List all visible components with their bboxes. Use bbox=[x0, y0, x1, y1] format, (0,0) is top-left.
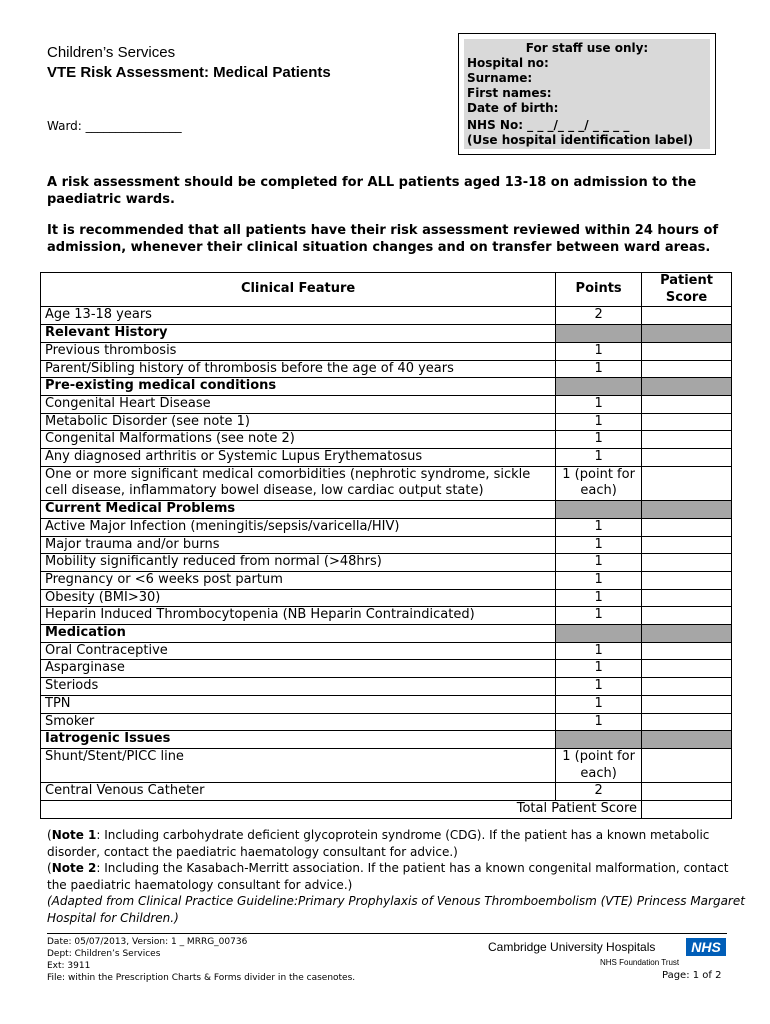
table-row bbox=[41, 536, 732, 554]
feature-cell: Central Venous Catheter bbox=[41, 783, 556, 801]
table-row bbox=[41, 748, 732, 782]
note-2-label: Note 2 bbox=[51, 861, 97, 875]
points-cell: 1 bbox=[556, 713, 642, 731]
table-row bbox=[41, 607, 732, 625]
points-cell bbox=[556, 731, 642, 749]
points-cell: 1 bbox=[556, 571, 642, 589]
feature-cell: Relevant History bbox=[41, 325, 556, 343]
patient-score-cell[interactable] bbox=[642, 748, 732, 782]
table-row bbox=[41, 307, 732, 325]
points-cell: 1 bbox=[556, 695, 642, 713]
patient-score-cell[interactable] bbox=[642, 783, 732, 801]
feature-cell: Iatrogenic Issues bbox=[41, 731, 556, 749]
section-row bbox=[41, 325, 732, 343]
feature-cell: Congenital Heart Disease bbox=[41, 395, 556, 413]
points-cell: 1 (point for each) bbox=[556, 748, 642, 782]
feature-cell: Previous thrombosis bbox=[41, 342, 556, 360]
risk-table bbox=[40, 272, 732, 819]
intro-paragraph-1: A risk assessment should be completed for ALL patients aged 13-18 on admission to the paediatric wards. bbox=[47, 175, 697, 207]
feature-cell: One or more significant medical comorbidities (nephrotic syndrome, sickle cell disease, inflammatory bowel disease, low cardiac output state) bbox=[41, 466, 556, 500]
feature-cell: Steriods bbox=[41, 678, 556, 696]
table-row bbox=[41, 783, 732, 801]
points-cell: 1 bbox=[556, 660, 642, 678]
trust-name: NHS Foundation Trust bbox=[600, 958, 680, 967]
footer-divider bbox=[47, 933, 727, 934]
table-row bbox=[41, 695, 732, 713]
patient-score-cell bbox=[642, 625, 732, 643]
total-label: Total Patient Score bbox=[41, 801, 642, 819]
patient-score-cell[interactable] bbox=[642, 554, 732, 572]
table-row bbox=[41, 395, 732, 413]
points-cell: 1 bbox=[556, 413, 642, 431]
table-row bbox=[41, 518, 732, 536]
feature-cell: Metabolic Disorder (see note 1) bbox=[41, 413, 556, 431]
section-row bbox=[41, 501, 732, 519]
feature-cell: Age 13-18 years bbox=[41, 307, 556, 325]
feature-cell: Asparginase bbox=[41, 660, 556, 678]
points-cell: 1 bbox=[556, 431, 642, 449]
patient-score-cell[interactable] bbox=[642, 431, 732, 449]
first-names-field[interactable]: First names: bbox=[467, 86, 552, 100]
feature-cell: TPN bbox=[41, 695, 556, 713]
feature-cell: Major trauma and/or burns bbox=[41, 536, 556, 554]
feature-cell: Any diagnosed arthritis or Systemic Lupus Erythematosus bbox=[41, 449, 556, 467]
feature-cell: Shunt/Stent/PICC line bbox=[41, 748, 556, 782]
points-cell: 1 bbox=[556, 449, 642, 467]
patient-score-cell bbox=[642, 501, 732, 519]
points-cell: 1 bbox=[556, 642, 642, 660]
table-row bbox=[41, 713, 732, 731]
section-row bbox=[41, 625, 732, 643]
feature-cell: Smoker bbox=[41, 713, 556, 731]
total-score-cell[interactable] bbox=[642, 801, 732, 819]
feature-cell: Pregnancy or <6 weeks post partum bbox=[41, 571, 556, 589]
surname-field[interactable]: Surname: bbox=[467, 71, 533, 85]
footer-date: Date: 05/07/2013, Version: 1 _ MRRG_00736 bbox=[47, 937, 248, 947]
feature-cell: Parent/Sibling history of thrombosis before the age of 40 years bbox=[41, 360, 556, 378]
patient-score-cell[interactable] bbox=[642, 642, 732, 660]
table-header-row bbox=[41, 273, 732, 307]
note-2: (Note 2: Including the Kasabach-Merritt association. If the patient has a known congenital malformation, contact the paediatric haematology consultant for advice.) bbox=[47, 861, 729, 892]
points-cell: 1 bbox=[556, 518, 642, 536]
points-cell bbox=[556, 378, 642, 396]
feature-cell: Active Major Infection (meningitis/sepsis/varicella/HIV) bbox=[41, 518, 556, 536]
department-name: Children’s Services bbox=[47, 44, 176, 61]
footer-dept: Dept: Children’s Services bbox=[47, 949, 161, 959]
points-cell: 1 bbox=[556, 360, 642, 378]
section-row bbox=[41, 378, 732, 396]
table-row bbox=[41, 589, 732, 607]
staff-use-box bbox=[458, 33, 716, 155]
patient-score-cell[interactable] bbox=[642, 360, 732, 378]
patient-score-cell bbox=[642, 325, 732, 343]
patient-score-cell[interactable] bbox=[642, 413, 732, 431]
ward-field[interactable]: Ward: ________________ bbox=[47, 119, 182, 133]
patient-score-cell[interactable] bbox=[642, 589, 732, 607]
label-note: (Use hospital identification label) bbox=[467, 133, 694, 147]
patient-score-cell[interactable] bbox=[642, 536, 732, 554]
patient-score-cell[interactable] bbox=[642, 607, 732, 625]
header-patient-score: Patient Score bbox=[642, 273, 732, 307]
table-row bbox=[41, 554, 732, 572]
patient-score-cell[interactable] bbox=[642, 449, 732, 467]
table-row bbox=[41, 466, 732, 500]
header-clinical-feature: Clinical Feature bbox=[41, 273, 556, 307]
feature-cell: Mobility significantly reduced from normal (>48hrs) bbox=[41, 554, 556, 572]
table-row bbox=[41, 660, 732, 678]
form-title: VTE Risk Assessment: Medical Patients bbox=[47, 64, 331, 81]
table-row bbox=[41, 571, 732, 589]
note-1-text: : Including carbohydrate deficient glycoprotein syndrome (CDG). If the patient has a known metabolic disorder, contact the paediatric haematology consultant for advice.) bbox=[47, 828, 710, 859]
hospital-name: Cambridge University Hospitals bbox=[488, 940, 656, 954]
table-row bbox=[41, 431, 732, 449]
intro-paragraph-2: It is recommended that all patients have their risk assessment reviewed within 24 hours of admission, whenever their clinical situation changes and on transfer between ward areas. bbox=[47, 223, 719, 255]
patient-score-cell[interactable] bbox=[642, 518, 732, 536]
staff-box-heading: For staff use only: bbox=[525, 41, 649, 55]
feature-cell: Current Medical Problems bbox=[41, 501, 556, 519]
patient-score-cell[interactable] bbox=[642, 660, 732, 678]
patient-score-cell[interactable] bbox=[642, 695, 732, 713]
notes bbox=[47, 827, 747, 926]
table-row bbox=[41, 449, 732, 467]
points-cell bbox=[556, 501, 642, 519]
feature-cell: Heparin Induced Thrombocytopenia (NB Heparin Contraindicated) bbox=[41, 607, 556, 625]
patient-score-cell bbox=[642, 731, 732, 749]
points-cell: 1 bbox=[556, 536, 642, 554]
table-row bbox=[41, 413, 732, 431]
points-cell bbox=[556, 325, 642, 343]
points-cell: 2 bbox=[556, 307, 642, 325]
patient-score-cell[interactable] bbox=[642, 342, 732, 360]
dob-field[interactable]: Date of birth: bbox=[467, 101, 559, 115]
points-cell: 1 (point for each) bbox=[556, 466, 642, 500]
table-row bbox=[41, 678, 732, 696]
patient-score-cell[interactable] bbox=[642, 395, 732, 413]
footer-info bbox=[47, 936, 355, 984]
patient-score-cell[interactable] bbox=[642, 713, 732, 731]
points-cell bbox=[556, 625, 642, 643]
points-cell: 1 bbox=[556, 342, 642, 360]
nhs-no-field[interactable]: NHS No: _ _ _/_ _ _/ _ _ _ _ bbox=[467, 118, 630, 132]
hospital-no-field[interactable]: Hospital no: bbox=[467, 56, 549, 70]
patient-score-cell[interactable] bbox=[642, 571, 732, 589]
section-row bbox=[41, 731, 732, 749]
header-points: Points bbox=[556, 273, 642, 307]
table-row bbox=[41, 360, 732, 378]
footer-ext: Ext: 3911 bbox=[47, 961, 91, 971]
feature-cell: Obesity (BMI>30) bbox=[41, 589, 556, 607]
feature-cell: Oral Contraceptive bbox=[41, 642, 556, 660]
points-cell: 2 bbox=[556, 783, 642, 801]
feature-cell: Medication bbox=[41, 625, 556, 643]
table-row bbox=[41, 642, 732, 660]
adapted-from: (Adapted from Clinical Practice Guideline:Primary Prophylaxis of Venous Thromboembolism (VTE) Princess Margaret Hospital for Children.) bbox=[47, 894, 745, 925]
note-2-text: : Including the Kasabach-Merritt association. If the patient has a known congenital malformation, contact the paediatric haematology consultant for advice.) bbox=[47, 861, 729, 892]
points-cell: 1 bbox=[556, 678, 642, 696]
patient-score-cell[interactable] bbox=[642, 678, 732, 696]
page-number: Page: 1 of 2 bbox=[662, 970, 722, 981]
total-row bbox=[41, 801, 732, 819]
points-cell: 1 bbox=[556, 554, 642, 572]
table-row bbox=[41, 342, 732, 360]
patient-score-cell bbox=[642, 378, 732, 396]
footer-file: File: within the Prescription Charts & Forms divider in the casenotes. bbox=[47, 973, 356, 983]
note-1-label: Note 1 bbox=[51, 828, 97, 842]
note-1: (Note 1: Including carbohydrate deficient glycoprotein syndrome (CDG). If the patient has a known metabolic disorder, contact the paediatric haematology consultant for advice.) bbox=[47, 828, 710, 859]
patient-score-cell[interactable] bbox=[642, 307, 732, 325]
nhs-logo: NHS bbox=[686, 938, 726, 956]
patient-score-cell[interactable] bbox=[642, 466, 732, 500]
points-cell: 1 bbox=[556, 395, 642, 413]
points-cell: 1 bbox=[556, 607, 642, 625]
feature-cell: Pre-existing medical conditions bbox=[41, 378, 556, 396]
points-cell: 1 bbox=[556, 589, 642, 607]
feature-cell: Congenital Malformations (see note 2) bbox=[41, 431, 556, 449]
